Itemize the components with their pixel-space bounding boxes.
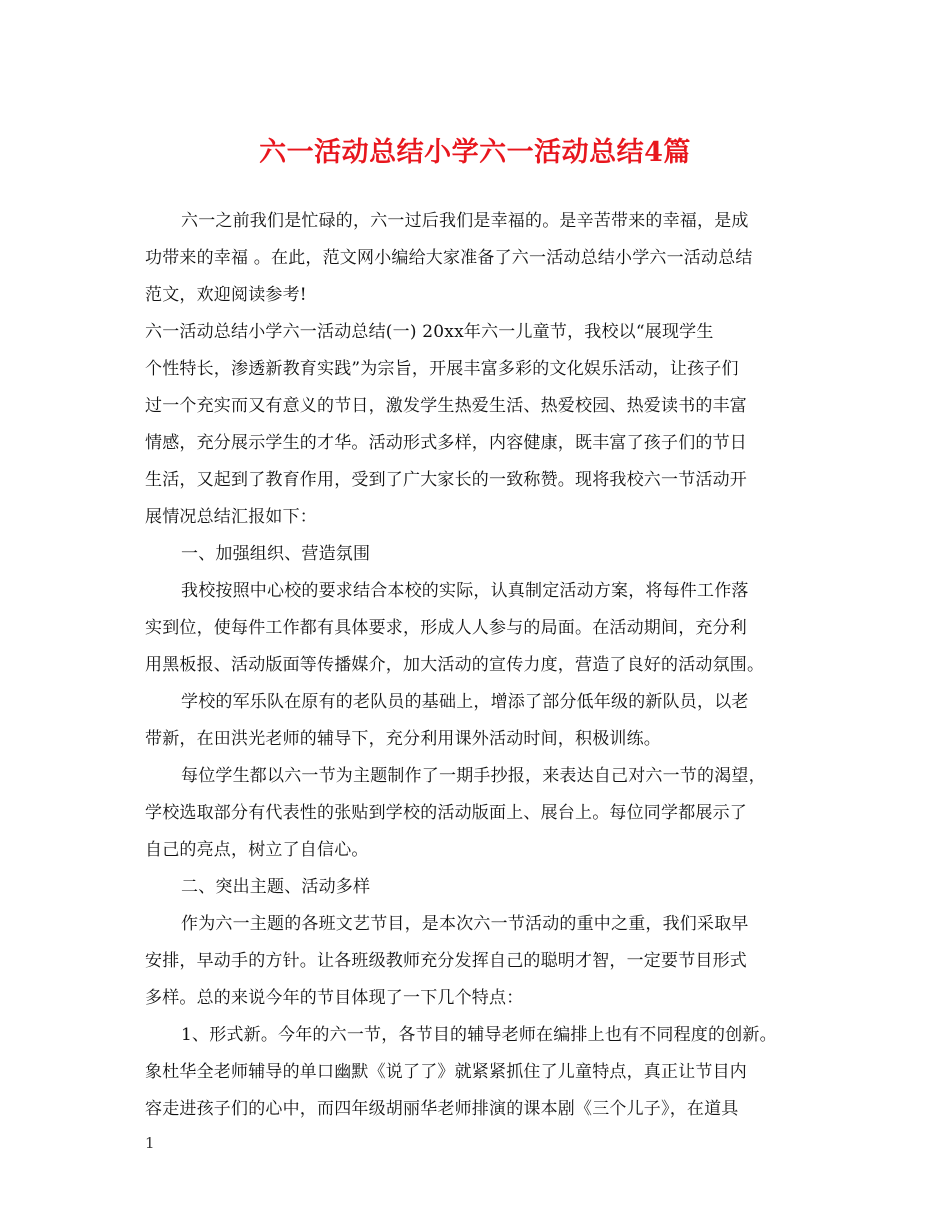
paragraph-line: 范文，欢迎阅读参考! (145, 285, 307, 305)
section-heading: 二、突出主题、活动多样 (181, 877, 371, 897)
paragraph-line: 情感，充分展示学生的才华。活动形式多样，内容健康，既丰富了孩子们的节日 (145, 433, 747, 453)
document-body (145, 203, 825, 1128)
paragraph-line: 安排，早动手的方针。让各班级教师充分发挥自己的聪明才智，一定要节目形式 (145, 951, 747, 971)
paragraph-line: 实到位，使每件工作都有具体要求，形成人人参与的局面。在活动期间，充分利 (145, 618, 747, 638)
paragraph-line: 作为六一主题的各班文艺节目，是本次六一节活动的重中之重，我们采取早 (181, 914, 749, 934)
paragraph-line: 学校的军乐队在原有的老队员的基础上，增添了部分低年级的新队员，以老 (181, 692, 749, 712)
paragraph-line: 用黑板报、活动版面等传播媒介，加大活动的宣传力度，营造了良好的活动氛围。 (145, 655, 765, 675)
page-number: 1 (145, 1134, 155, 1152)
paragraph-line: 过一个充实而又有意义的节日，激发学生热爱生活、热爱校园、热爱读书的丰富 (145, 396, 747, 416)
paragraph-line: 六一之前我们是忙碌的，六一过后我们是幸福的。是辛苦带来的幸福，是成 (181, 211, 749, 231)
paragraph-line: 六一活动总结小学六一活动总结(一) 20xx年六一儿童节，我校以“展现学生 (145, 322, 714, 342)
paragraph-line: 象杜华全老师辅导的单口幽默《说了了》就紧紧抓住了儿童特点，真正让节目内 (145, 1062, 747, 1082)
paragraph-line: 带新，在田洪光老师的辅导下，充分利用课外活动时间，积极训练。 (145, 729, 661, 749)
paragraph-line: 1、形式新。今年的六一节，各节目的辅导老师在编排上也有不同程度的创新。 (181, 1025, 777, 1045)
paragraph-line: 个性特长，渗透新教育实践”为宗旨，开展丰富多彩的文化娱乐活动，让孩子们 (145, 359, 739, 379)
paragraph-line: 学校选取部分有代表性的张贴到学校的活动版面上、展台上。每位同学都展示了 (145, 803, 747, 823)
paragraph-line: 展情况总结汇报如下： (145, 507, 317, 527)
paragraph-line: 功带来的幸福 。在此，范文网小编给大家准备了六一活动总结小学六一活动总结 (145, 248, 753, 268)
paragraph-line: 容走进孩子们的心中，而四年级胡丽华老师排演的课本剧《三个儿子》，在道具 (145, 1099, 739, 1119)
paragraph-line: 每位学生都以六一节为主题制作了一期手抄报，来表达自己对六一节的渴望， (181, 766, 766, 786)
section-heading: 一、加强组织、营造氛围 (181, 544, 371, 564)
paragraph-line: 自己的亮点，树立了自信心。 (145, 840, 369, 860)
paragraph-line: 生活，又起到了教育作用，受到了广大家长的一致称赞。现将我校六一节活动开 (145, 470, 747, 490)
paragraph-line: 多样。总的来说今年的节目体现了一下几个特点： (145, 988, 524, 1008)
paragraph-line: 我校按照中心校的要求结合本校的实际，认真制定活动方案，将每件工作落 (181, 581, 749, 601)
document-title: 六一活动总结小学六一活动总结4篇 (259, 137, 691, 168)
